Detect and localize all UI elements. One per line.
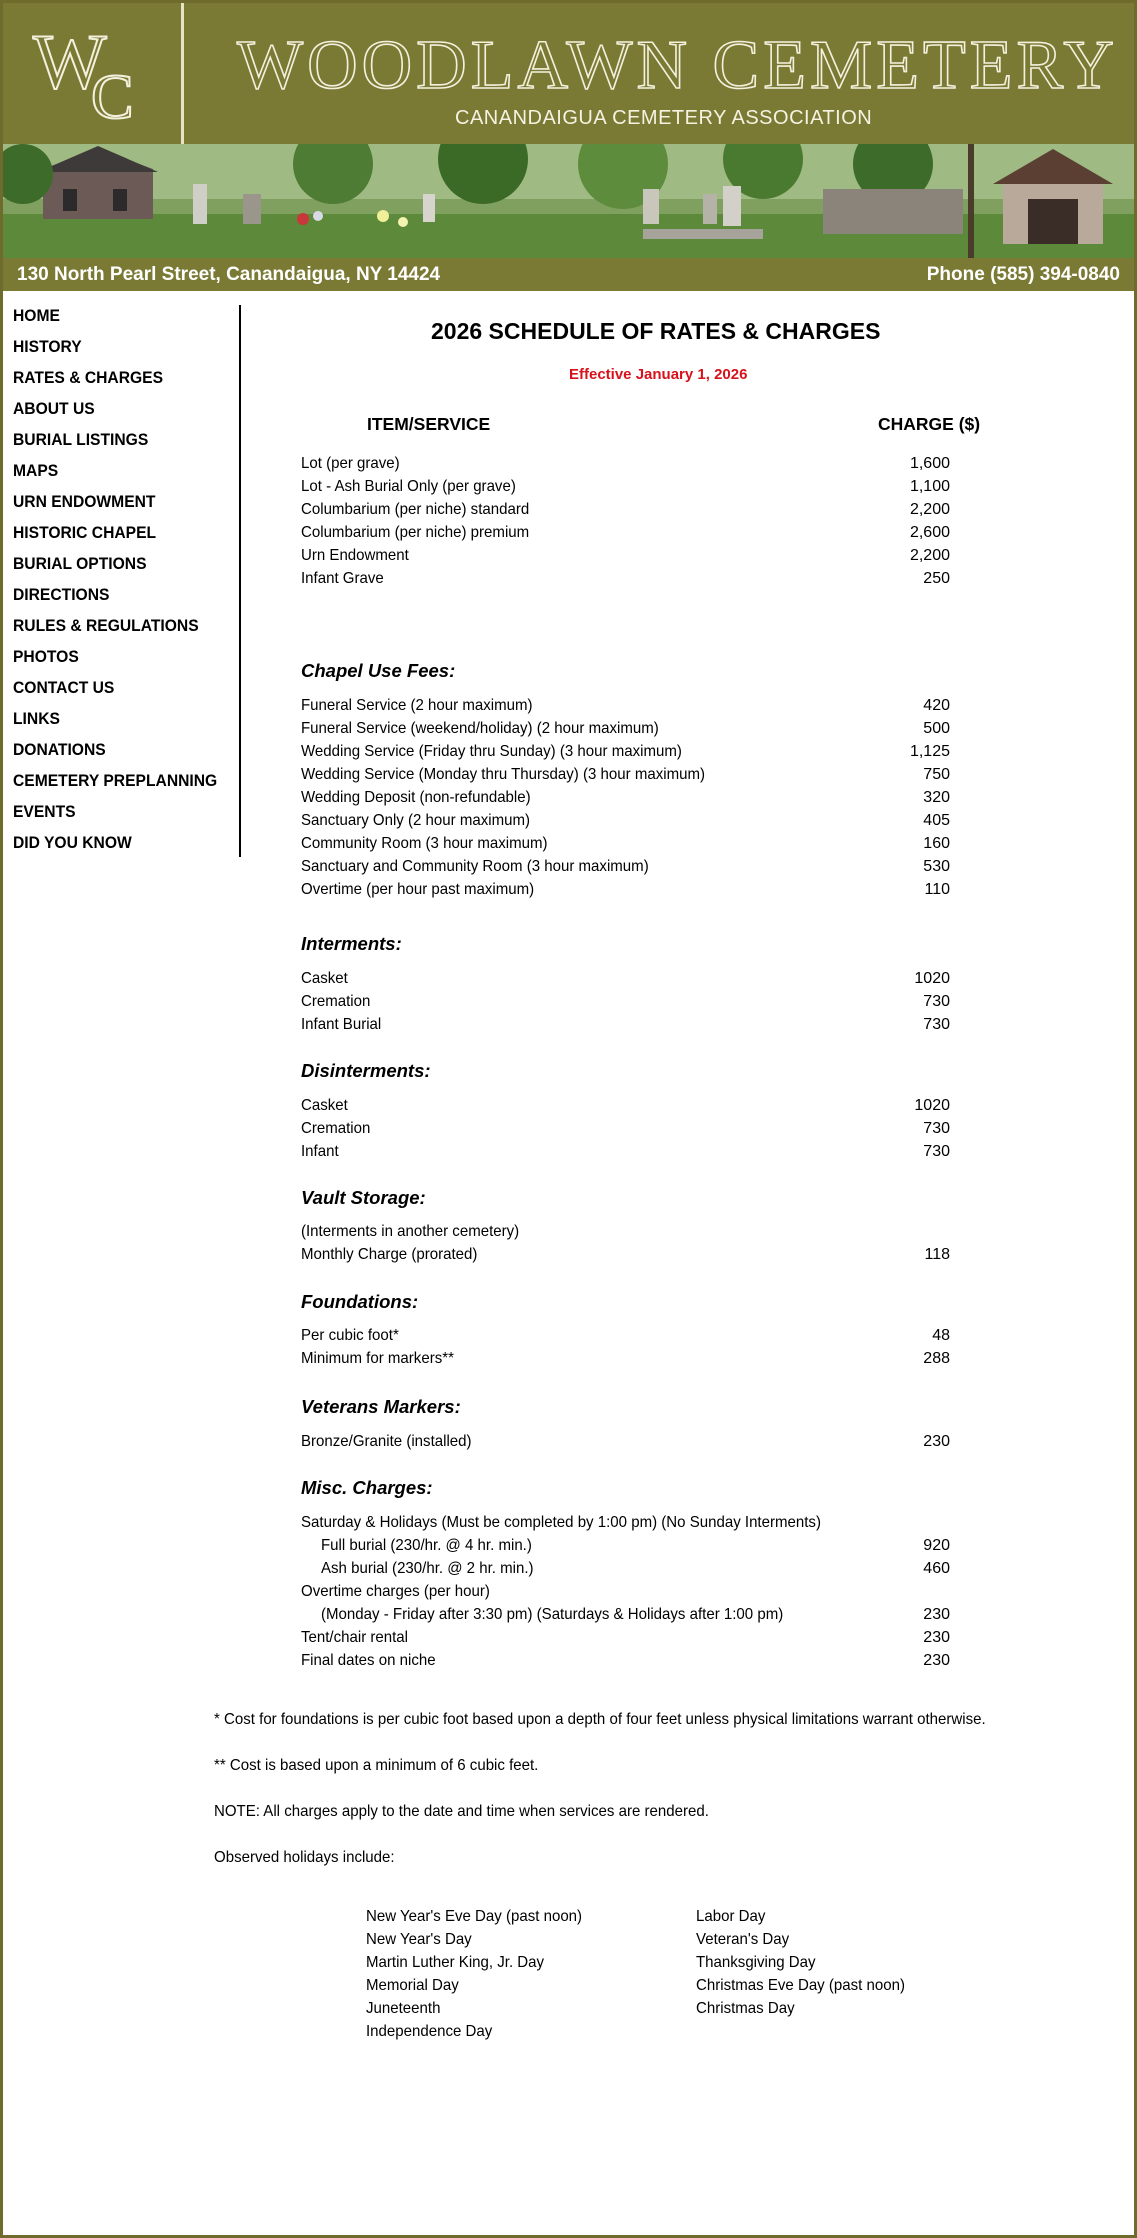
- rate-row-label: Cremation: [301, 1120, 371, 1137]
- rate-row-label: Overtime (per hour past maximum): [301, 881, 535, 898]
- rate-row-label: Final dates on niche: [301, 1652, 436, 1669]
- rate-row-label: Cremation: [301, 993, 371, 1010]
- rate-row-value: 460: [923, 1560, 950, 1577]
- rate-row-value: 420: [923, 697, 950, 714]
- nav-item-photos[interactable]: PHOTOS: [13, 647, 79, 666]
- rate-row-value: 230: [923, 1652, 950, 1669]
- site-subtitle: CANANDAIGUA CEMETERY ASSOCIATION: [455, 107, 873, 129]
- rate-row-value: 288: [923, 1350, 950, 1367]
- rate-row-label: Per cubic foot*: [301, 1327, 399, 1344]
- rate-row-label: Monthly Charge (prorated): [301, 1246, 478, 1263]
- rate-row-label: Minimum for markers**: [301, 1350, 454, 1367]
- nav-item-burial-listings[interactable]: BURIAL LISTINGS: [13, 430, 149, 449]
- nav-item-burial-options[interactable]: BURIAL OPTIONS: [13, 554, 147, 573]
- site-logo[interactable]: [3, 3, 184, 144]
- rate-row-label: Casket: [301, 970, 348, 987]
- nav-item-donations[interactable]: DONATIONS: [13, 740, 106, 759]
- logo-letter-c: C: [91, 61, 134, 132]
- rate-row-value: 405: [923, 812, 950, 829]
- header-photo-strip: [3, 144, 1134, 258]
- rate-row-label: Wedding Deposit (non-refundable): [301, 789, 531, 806]
- rate-row-value: 730: [923, 1016, 950, 1033]
- rate-row-label: Ash burial (230/hr. @ 2 hr. min.): [321, 1560, 534, 1577]
- section-heading-chapel: Chapel Use Fees:: [301, 660, 456, 681]
- rate-row-value: 110: [924, 881, 950, 898]
- nav-item-cemetery-preplanning[interactable]: CEMETERY PREPLANNING: [13, 771, 218, 790]
- rate-row-label: Lot - Ash Burial Only (per grave): [301, 478, 516, 495]
- note-holidays-intro: Observed holidays include:: [214, 1849, 395, 1866]
- header-banner: [3, 3, 1134, 144]
- rate-row-value: 48: [932, 1327, 950, 1344]
- rate-row-value: 730: [923, 993, 950, 1010]
- rate-row-value: 530: [923, 858, 950, 875]
- rate-row-label: Wedding Service (Friday thru Sunday) (3 hour maximum): [301, 743, 682, 760]
- nav-item-did-you-know[interactable]: DID YOU KNOW: [13, 833, 132, 852]
- column-header-item: ITEM/SERVICE: [367, 414, 491, 434]
- nav-item-directions[interactable]: DIRECTIONS: [13, 585, 110, 604]
- holiday-item: Martin Luther King, Jr. Day: [366, 1954, 545, 1971]
- rate-row-label: Urn Endowment: [301, 547, 409, 564]
- rate-row-label: Columbarium (per niche) premium: [301, 524, 530, 541]
- rate-row-label: Full burial (230/hr. @ 4 hr. min.): [321, 1537, 532, 1554]
- rate-row-label: Lot (per grave): [301, 455, 400, 472]
- section-heading-misc-charges: Misc. Charges:: [301, 1477, 433, 1498]
- rate-row-value: 2,200: [909, 547, 950, 564]
- rate-row-label: Bronze/Granite (installed): [301, 1433, 472, 1450]
- logo-letter-w: W: [33, 18, 107, 105]
- rate-row-value: 500: [923, 720, 950, 737]
- rate-row-label: Infant Burial: [301, 1016, 382, 1033]
- rate-row-label: Sanctuary and Community Room (3 hour maximum): [301, 858, 649, 875]
- rate-row-value: 230: [923, 1606, 950, 1623]
- rate-row-value: 1020: [914, 970, 950, 987]
- nav-item-links[interactable]: LINKS: [13, 709, 60, 728]
- rate-row-label: Community Room (3 hour maximum): [301, 835, 548, 852]
- nav-item-maps[interactable]: MAPS: [13, 461, 59, 480]
- cemetery-photo-collage: [3, 144, 1134, 258]
- nav-item-urn-endowment[interactable]: URN ENDOWMENT: [13, 492, 156, 511]
- holiday-item: Memorial Day: [366, 1977, 459, 1994]
- rate-row-value: 1,100: [909, 478, 950, 495]
- rate-row-value: 2,200: [909, 501, 950, 518]
- holiday-item: Independence Day: [366, 2023, 493, 2040]
- rate-row-value: 160: [923, 835, 950, 852]
- holiday-item: Juneteenth: [366, 2000, 441, 2017]
- footnote-minimum: ** Cost is based upon a minimum of 6 cubic feet.: [214, 1757, 539, 1774]
- rate-row-label: Tent/chair rental: [301, 1629, 409, 1646]
- column-header-charge: CHARGE ($): [878, 414, 981, 434]
- rate-row-label: Funeral Service (weekend/holiday) (2 hour maximum): [301, 720, 659, 737]
- holiday-item: Labor Day: [696, 1908, 766, 1925]
- rate-row-label: Casket: [301, 1097, 348, 1114]
- footnote-foundations: * Cost for foundations is per cubic foot based upon a depth of four feet unless physical limitations warrant otherwise.: [214, 1711, 986, 1728]
- rate-row-label: Sanctuary Only (2 hour maximum): [301, 812, 531, 829]
- holiday-item: Christmas Eve Day (past noon): [696, 1977, 905, 1994]
- rate-row-value: 2,600: [909, 524, 950, 541]
- nav-item-home[interactable]: HOME: [13, 306, 60, 325]
- rate-row-label: Infant: [301, 1143, 339, 1160]
- rate-row-value: 118: [924, 1246, 950, 1263]
- holiday-item: Veteran's Day: [696, 1931, 790, 1948]
- rate-row-value: 1,125: [909, 743, 950, 760]
- rate-row-value: 250: [923, 570, 950, 587]
- section-heading-foundations: Foundations:: [301, 1291, 419, 1312]
- rate-row-label: (Monday - Friday after 3:30 pm) (Saturdays & Holidays after 1:00 pm): [321, 1606, 784, 1623]
- nav-item-about-us[interactable]: ABOUT US: [13, 399, 95, 418]
- effective-date: Effective January 1, 2026: [569, 366, 748, 383]
- rate-row-label: Infant Grave: [301, 570, 384, 587]
- rate-row-value: 1,600: [909, 455, 950, 472]
- rate-row-value: 730: [923, 1143, 950, 1160]
- rate-row-value: 230: [923, 1433, 950, 1450]
- nav-item-rules-regulations[interactable]: RULES & REGULATIONS: [13, 616, 199, 635]
- rate-row-label: Wedding Service (Monday thru Thursday) (3 hour maximum): [301, 766, 706, 783]
- nav-item-contact-us[interactable]: CONTACT US: [13, 678, 115, 697]
- rate-row-value: 750: [923, 766, 950, 783]
- rate-row-label: (Interments in another cemetery): [301, 1223, 520, 1240]
- section-heading-vault-storage: Vault Storage:: [301, 1187, 426, 1208]
- page-title: 2026 SCHEDULE OF RATES & CHARGES: [431, 318, 881, 344]
- nav-item-historic-chapel[interactable]: HISTORIC CHAPEL: [13, 523, 157, 542]
- nav-item-events[interactable]: EVENTS: [13, 802, 76, 821]
- rate-row-value: 320: [923, 789, 950, 806]
- holiday-item: New Year's Eve Day (past noon): [366, 1908, 583, 1925]
- rate-row-value: 1020: [914, 1097, 950, 1114]
- sidebar-nav: [13, 305, 241, 857]
- site-title: WOODLAWN CEMETERY: [237, 27, 1118, 104]
- section-heading-disinterments: Disinterments:: [301, 1060, 431, 1081]
- rate-row-value: 230: [923, 1629, 950, 1646]
- nav-item-history[interactable]: HISTORY: [13, 337, 82, 356]
- phone-text[interactable]: Phone (585) 394-0840: [926, 264, 1120, 285]
- rate-row-value: 920: [923, 1537, 950, 1554]
- rate-row-label: Overtime charges (per hour): [301, 1583, 490, 1600]
- contact-bar: [3, 258, 1134, 291]
- holiday-item: Thanksgiving Day: [696, 1954, 816, 1971]
- holiday-item: New Year's Day: [366, 1931, 472, 1948]
- holiday-item: Christmas Day: [696, 2000, 795, 2017]
- rate-row-value: 730: [923, 1120, 950, 1137]
- nav-item-rates-charges[interactable]: RATES & CHARGES: [13, 368, 164, 387]
- section-heading-veterans-markers: Veterans Markers:: [301, 1396, 461, 1417]
- address-text: 130 North Pearl Street, Canandaigua, NY 14424: [17, 264, 441, 285]
- section-heading-interments: Interments:: [301, 933, 402, 954]
- note-charges: NOTE: All charges apply to the date and time when services are rendered.: [214, 1803, 709, 1820]
- rate-row-label: Columbarium (per niche) standard: [301, 501, 530, 518]
- rate-row-label: Saturday & Holidays (Must be completed by 1:00 pm) (No Sunday Interments): [301, 1514, 821, 1531]
- rate-row-label: Funeral Service (2 hour maximum): [301, 697, 533, 714]
